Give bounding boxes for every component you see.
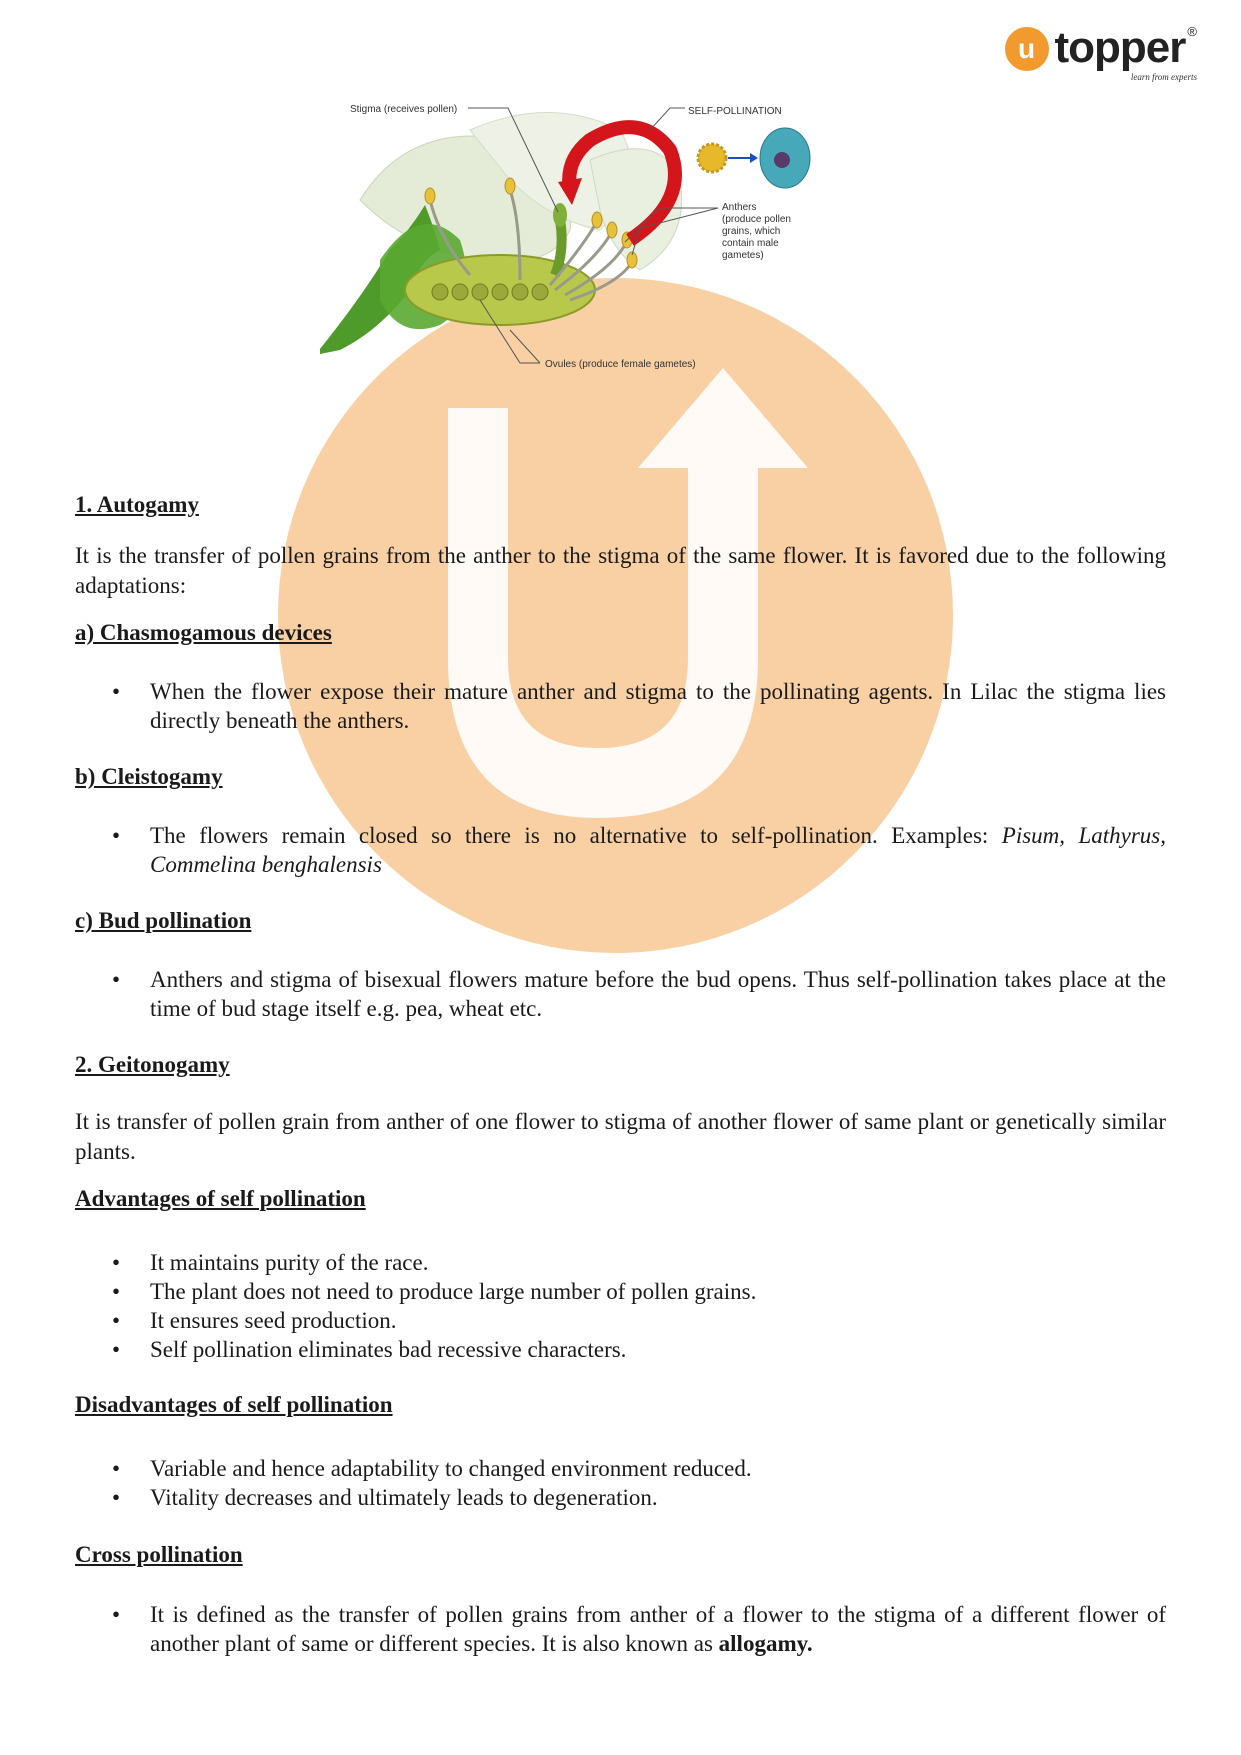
cleistogamy-text: The flowers remain closed so there is no alternative to self-pollination. Examples:	[150, 823, 1002, 848]
geitonogamy-text: It is transfer of pollen grain from anther of one flower to stigma of another flower of same plant or genetically similar plants.	[75, 1109, 1166, 1164]
anthers-label-line: (produce pollen	[722, 214, 791, 225]
ovule-dot	[492, 284, 508, 300]
anther-shape	[425, 188, 435, 204]
cross-pollination-text: It is defined as the transfer of pollen grains from anther of a flower to the stigma of a different flower of another plant of same or different species. It is also known as	[150, 1602, 1166, 1656]
cross-pollination-bullet	[150, 1600, 1166, 1658]
cross-pollination-heading: Cross pollination	[75, 1542, 243, 1567]
topper-logo	[1005, 23, 1197, 82]
advantage-item: • It ensures seed production.	[150, 1306, 1166, 1335]
ovule-dot	[432, 284, 448, 300]
ovules-label: Ovules (produce female gametes)	[545, 359, 696, 370]
cleistogamy-bullet	[150, 821, 1166, 879]
anthers-label-line: contain male	[722, 238, 779, 249]
cleistogamy-examples: Pisum, Lathyrus, Commelina benghalensis	[150, 823, 1167, 877]
self-pollination-diagram	[320, 100, 920, 430]
allogamy-term: allogamy.	[718, 1631, 813, 1656]
stigma-label: Stigma (receives pollen)	[350, 104, 458, 115]
anther-shape	[592, 212, 602, 228]
anther-shape	[607, 222, 617, 238]
advantage-item: • The plant does not need to produce large number of pollen grains.	[150, 1277, 1166, 1306]
ovule-dot	[512, 284, 528, 300]
disadvantages-heading: Disadvantages of self pollination	[75, 1392, 393, 1417]
ovule-dot	[532, 284, 548, 300]
anthers-label-line: grains, which	[722, 226, 781, 237]
pollen-grain-icon	[698, 144, 726, 172]
geitonogamy-heading: 2. Geitonogamy	[75, 1052, 230, 1077]
logo-wordmark: topper	[1054, 23, 1186, 72]
advantage-item: • Self pollination eliminates bad recessive characters.	[150, 1335, 1166, 1364]
disadvantage-item: • Vitality decreases and ultimately leads to degeneration.	[150, 1483, 1166, 1512]
registered-mark: ®	[1187, 24, 1197, 39]
autogamy-text: It is the transfer of pollen grains from the anther to the stigma of the same flower. It is favored due to the following adaptations:	[75, 543, 1166, 598]
ovule-dot	[452, 284, 468, 300]
logo-mark-icon: u	[1005, 27, 1049, 71]
disadvantage-item: • Variable and hence adaptability to changed environment reduced.	[150, 1454, 1166, 1483]
ovule-dot	[472, 284, 488, 300]
chasmogamous-bullet: • When the flower expose their mature anther and stigma to the pollinating agents. In Lilac the stigma lies directly beneath the anthers.	[150, 677, 1166, 735]
self-pollination-label: SELF-POLLINATION	[688, 106, 782, 117]
bud-pollination-bullet: • Anthers and stigma of bisexual flowers mature before the bud opens. Thus self-pollination takes place at the time of bud stage itself e.g. pea, wheat etc.	[150, 965, 1166, 1023]
chasmogamous-heading: a) Chasmogamous devices	[75, 620, 332, 645]
cleistogamy-heading: b) Cleistogamy	[75, 764, 223, 789]
advantage-item: • It maintains purity of the race.	[150, 1248, 1166, 1277]
advantages-heading: Advantages of self pollination	[75, 1186, 366, 1211]
anthers-label-line: Anthers	[722, 202, 757, 213]
bud-pollination-heading: c) Bud pollination	[75, 908, 252, 933]
logo-tagline: learn from experts	[1130, 72, 1197, 82]
autogamy-heading: 1. Autogamy	[75, 492, 199, 517]
anther-shape	[505, 178, 515, 194]
anthers-label-line: gametes)	[722, 250, 764, 261]
